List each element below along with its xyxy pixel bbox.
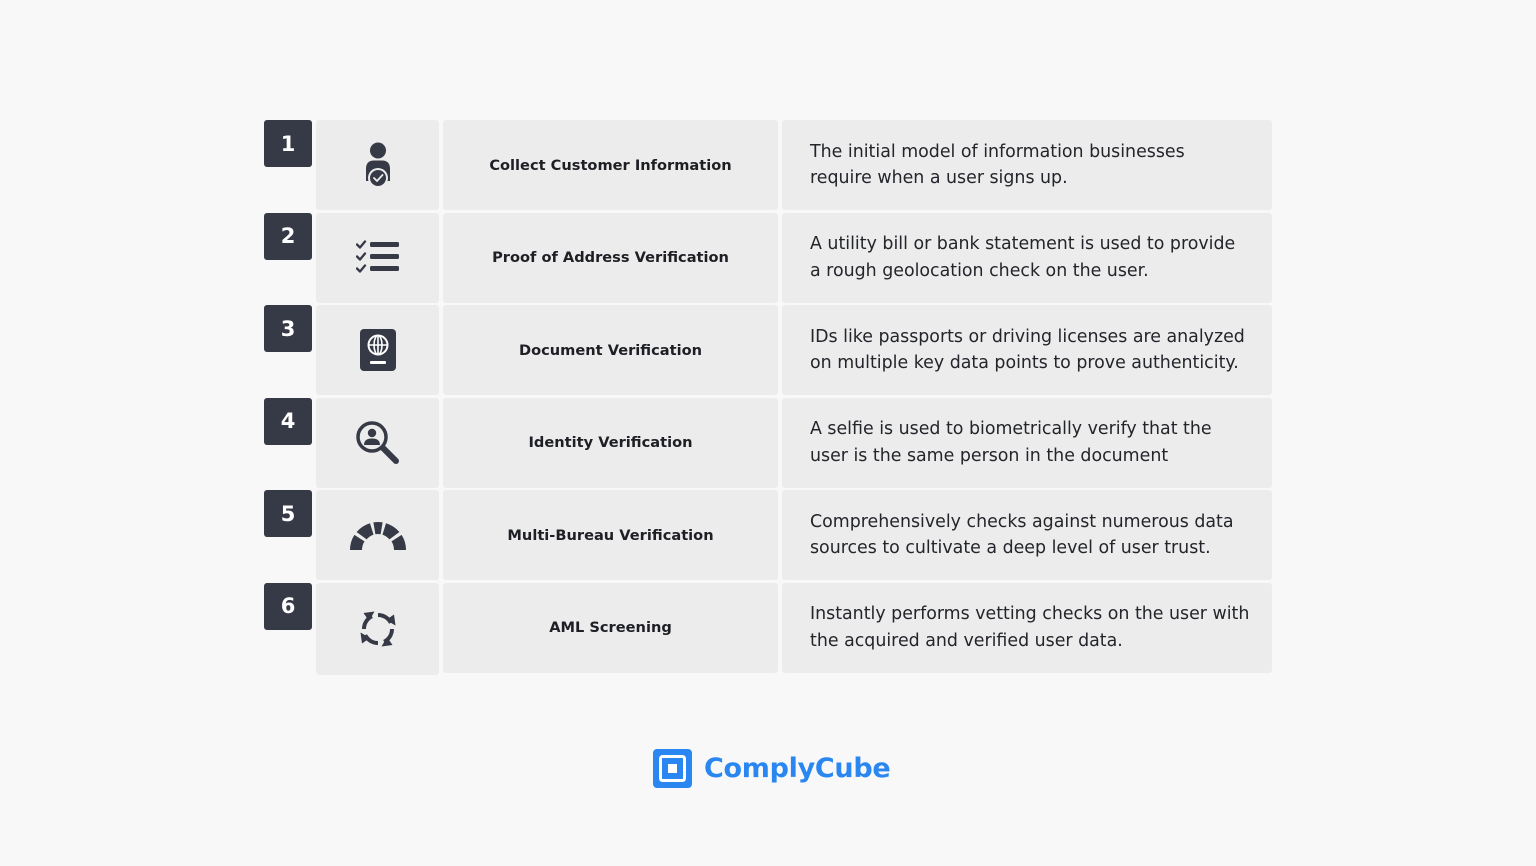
step-row-4 [264,398,1274,488]
step-icon-cell [316,398,439,488]
step-row-3 [264,305,1274,395]
step-title: Document Verification [443,305,778,395]
passport-icon [359,328,397,372]
step-row-6 [264,583,1274,673]
cube-logo-icon [653,749,692,788]
step-description: A selfie is used to biometrically verify that the user is the same person in the document [782,398,1272,488]
step-description: The initial model of information businesses require when a user signs up. [782,120,1272,210]
step-number-badge: 6 [264,583,312,630]
step-description: A utility bill or bank statement is used to provide a rough geolocation check on the user. [782,213,1272,303]
step-row-5 [264,490,1274,580]
step-icon-cell [316,583,439,675]
step-title: Proof of Address Verification [443,213,778,303]
step-title: Collect Customer Information [443,120,778,210]
step-number-badge: 5 [264,490,312,537]
step-number-badge: 2 [264,213,312,260]
step-title: AML Screening [443,583,778,673]
step-description: Instantly performs vetting checks on the user with the acquired and verified user data. [782,583,1272,673]
verification-steps [264,120,1274,676]
step-number-badge: 4 [264,398,312,445]
step-number-badge: 1 [264,120,312,167]
person-search-icon [355,420,401,466]
step-row-1 [264,120,1274,210]
gauge-icon [348,518,408,552]
step-title: Multi-Bureau Verification [443,490,778,580]
step-number-badge: 3 [264,305,312,352]
step-description: Comprehensively checks against numerous data sources to cultivate a deep level of user trust. [782,490,1272,580]
step-icon-cell [316,490,439,580]
step-title: Identity Verification [443,398,778,488]
step-icon-cell [316,213,439,303]
cycle-arrows-icon [353,604,403,654]
checklist-icon [356,240,400,276]
step-row-2 [264,213,1274,303]
step-icon-cell [316,305,439,395]
step-icon-cell [316,120,439,210]
step-description: IDs like passports or driving licenses are analyzed on multiple key data points to prove authenticity. [782,305,1272,395]
brand-name: ComplyCube [704,753,891,784]
customer-check-icon [361,141,395,189]
brand-logo [653,749,890,788]
